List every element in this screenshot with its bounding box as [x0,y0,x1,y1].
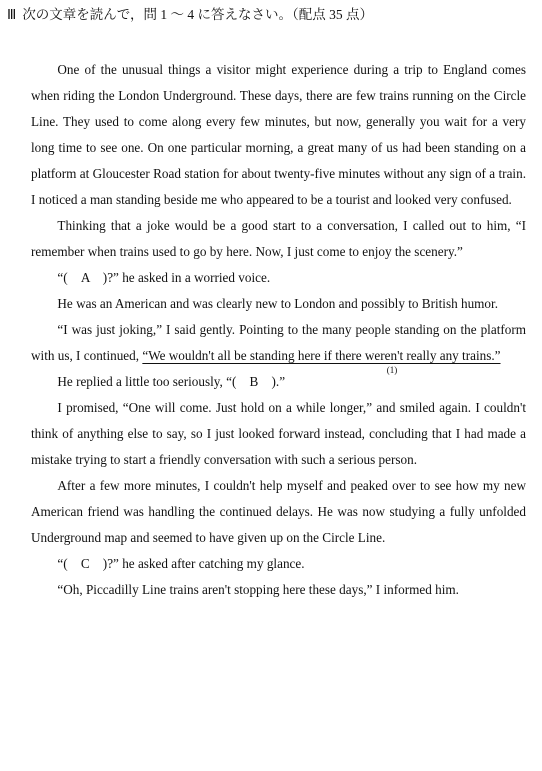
paragraph-5 [31,317,526,375]
underlined-sentence-1 [142,348,501,375]
paragraph-2: Thinking that a joke would be a good start to a conversation, I called out to him, “I remember when trains used to go by here. Now, I just come to enjoy the scenery.” [31,218,526,259]
question-heading [7,6,535,24]
paragraph-5-text: “I was just joking,” I said gently. Pointing to the many people standing on the platform with us, I continued, [31,322,526,363]
paragraph-4: He was an American and was clearly new to London and possibly to British humor. [57,296,498,311]
paragraph-10: “Oh, Piccadilly Line trains aren't stopping here these days,” I informed him. [57,582,459,597]
paragraph-6-blank-b: He replied a little too seriously, “( B ).” [57,374,286,389]
paragraph-9-blank-c: “( C )?” he asked after catching my glance. [57,556,305,571]
underline-marker-1: (1) [386,365,398,375]
paragraph-1: One of the unusual things a visitor might experience during a trip to England comes when riding the London Underground. These days, there are few trains running on the Circle Line. They used to come along every few minutes, but now, generally you wait for a very long time to see one. On one particular morning, a great many of us had been standing on a platform at Gloucester Road station for about twenty-five minutes without any sign of a train. I noticed a man standing beside me who appeared to be a tourist and looked very confused. [31,62,526,207]
paragraph-7: I promised, “One will come. Just hold on a while longer,” and smiled again. I couldn't think of anything else to say, so I just looked forward instead, concluding that I had made a mistake trying to start a friendly conversation with such a serious person. [31,400,526,467]
paragraph-8: After a few more minutes, I couldn't help myself and peaked over to see how my new American friend was handling the continued delays. He was now studying a fully unfolded Underground map and seemed to have given up on the Circle Line. [31,478,526,545]
question-instruction: 次の文章を読んで，問 1 ～ 4 に答えなさい。（配点 35 点） [22,7,374,22]
paragraph-3-blank-a: “( A )?” he asked in a worried voice. [57,270,271,285]
underlined-sentence-text: “We wouldn't all be standing here if there weren't really any trains.” [142,348,501,363]
question-number: Ⅲ [7,7,17,22]
passage [31,57,526,603]
